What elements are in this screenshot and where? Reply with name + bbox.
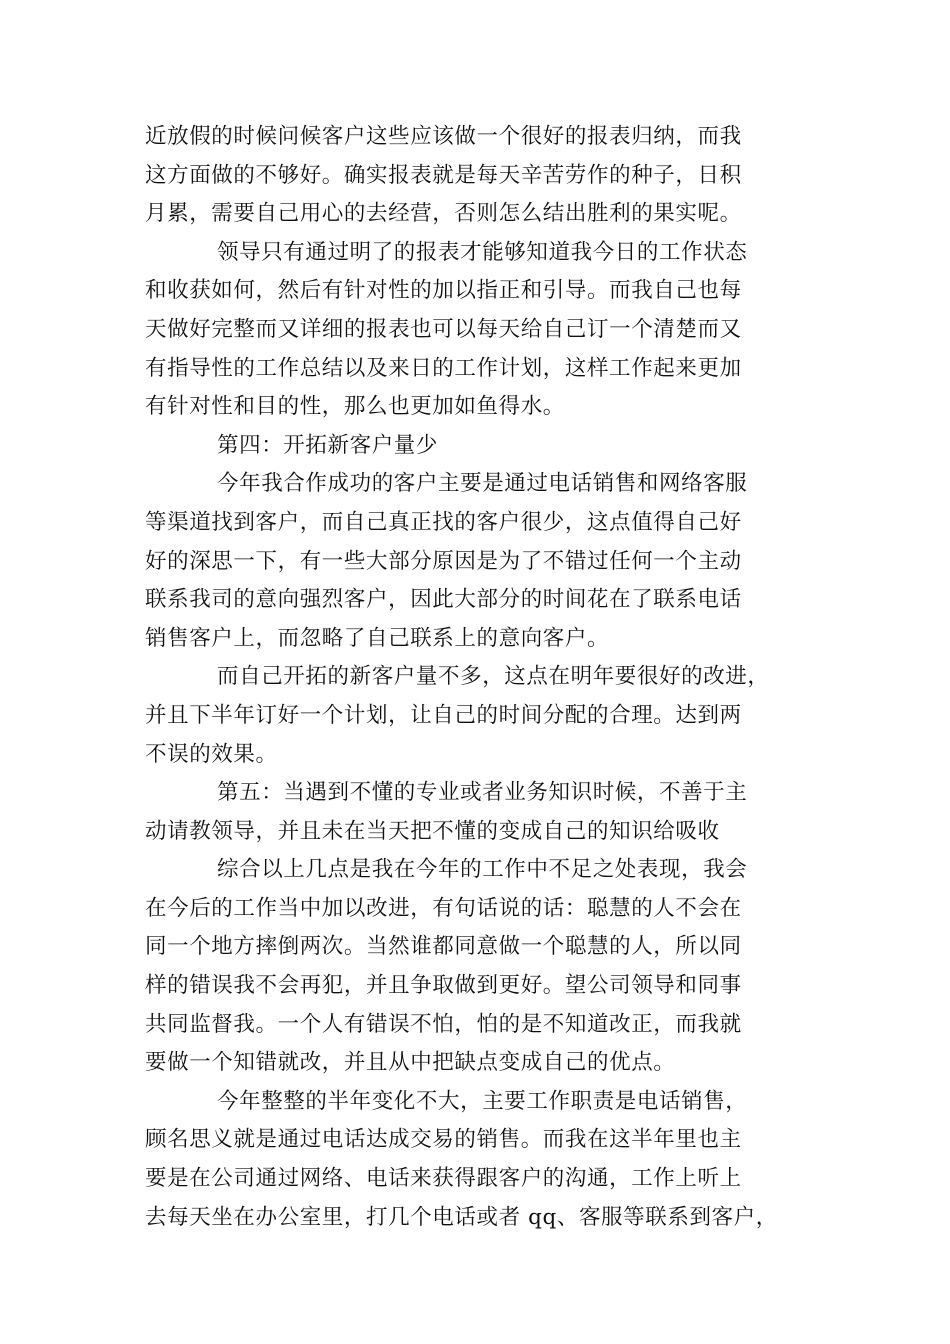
text-line: 这方面做的不够好。确实报表就是每天辛苦劳作的种子，日积 bbox=[145, 162, 742, 188]
text-line: 和收获如何，然后有针对性的加以指正和引导。而我自己也每 bbox=[145, 278, 742, 304]
text-line: 样的错误我不会再犯，并且争取做到更好。望公司领导和同事 bbox=[145, 973, 742, 999]
text-line: 而自己开拓的新客户量不多，这点在明年要很好的改进， bbox=[217, 664, 770, 690]
text-line: 好的深思一下，有一些大部分原因是为了不错过任何一个主动 bbox=[145, 548, 742, 574]
text-line: 今年我合作成功的客户主要是通过电话销售和网络客服 bbox=[217, 471, 748, 497]
section-heading: 第四：开拓新客户量少 bbox=[217, 432, 439, 458]
text-line: 领导只有通过明了的报表才能够知道我今日的工作状态 bbox=[217, 239, 748, 265]
text-line: 综合以上几点是我在今年的工作中不足之处表现，我会 bbox=[217, 857, 748, 883]
text-line: 有指导性的工作总结以及来日的工作计划，这样工作起来更加 bbox=[145, 355, 742, 381]
text-line: 有针对性和目的性，那么也更加如鱼得水。 bbox=[145, 394, 565, 420]
text-line: 要做一个知错就改，并且从中把缺点变成自己的优点。 bbox=[145, 1050, 676, 1076]
document-body bbox=[145, 118, 815, 1237]
text-line: 近放假的时候问候客户这些应该做一个很好的报表归纳，而我 bbox=[145, 124, 742, 149]
text-line: 天做好完整而又详细的报表也可以每天给自己订一个清楚而又 bbox=[145, 316, 742, 342]
text-line: 并且下半年订好一个计划，让自己的时间分配的合理。达到两 bbox=[145, 702, 742, 728]
text-line: 不误的效果。 bbox=[145, 741, 278, 767]
text-line: 去每天坐在办公室里，打几个电话或者 qq、客服等联系到客户， bbox=[145, 1204, 778, 1230]
text-line: 同一个地方摔倒两次。当然谁都同意做一个聪慧的人，所以同 bbox=[145, 934, 742, 960]
text-line: 共同监督我。一个人有错误不怕，怕的是不知道改正，而我就 bbox=[145, 1011, 742, 1037]
text-line: 要是在公司通过网络、电话来获得跟客户的沟通，工作上听上 bbox=[145, 1166, 742, 1192]
text-line: 在今后的工作当中加以改进，有句话说的话：聪慧的人不会在 bbox=[145, 895, 742, 921]
text-line: 动请教领导，并且未在当天把不懂的变成自己的知识给吸收 bbox=[145, 818, 720, 844]
text-line: 月累，需要自己用心的去经营，否则怎么结出胜利的果实呢。 bbox=[145, 201, 742, 227]
section-heading: 第五：当遇到不懂的专业或者业务知识时候，不善于主 bbox=[217, 780, 748, 806]
text-line: 销售客户上，而忽略了自己联系上的意向客户。 bbox=[145, 625, 610, 651]
text-line: 联系我司的意向强烈客户，因此大部分的时间花在了联系电话 bbox=[145, 587, 742, 613]
text-line: 今年整整的半年变化不大，主要工作职责是电话销售， bbox=[217, 1088, 748, 1114]
text-line: 顾名思义就是通过电话达成交易的销售。而我在这半年里也主 bbox=[145, 1127, 742, 1153]
text-line: 等渠道找到客户，而自己真正找的客户很少，这点值得自己好 bbox=[145, 509, 742, 535]
